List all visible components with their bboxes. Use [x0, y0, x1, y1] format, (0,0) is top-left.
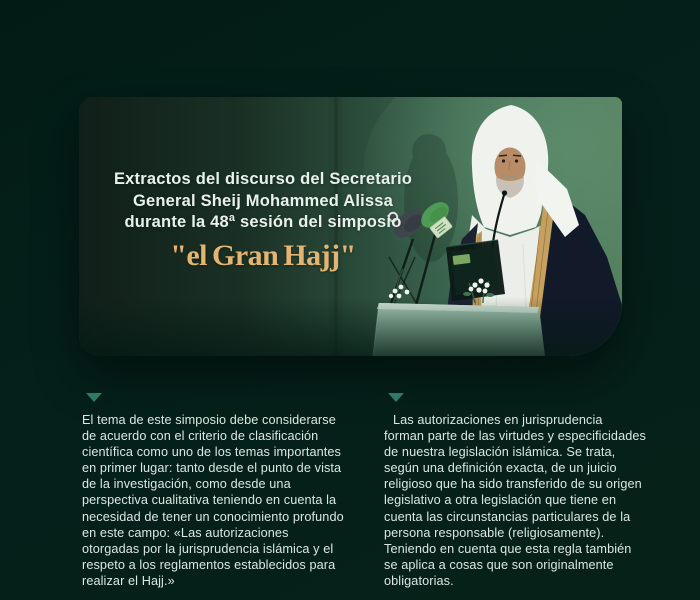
headline-line-1: Extractos del discurso del Secretario: [113, 170, 413, 188]
paragraph-left: El tema de este simposio debe considerarse de acuerdo con el criterio de clasificación científica como uno de los temas importantes en primer lugar: tanto desde el punto de vista de la investigación, como desde una perspectiva cualitativa teniendo en cuenta la necesidad de tener un conocimiento profundo en este campo: «Las autorizaciones otorgadas por la jurisprudencia islámica y el respeto a los reglamentos establecidos para realizar el Hajj.»: [82, 413, 344, 588]
headline-line-3: durante la 48ª sesión del simposio: [124, 213, 402, 231]
column-left: [82, 393, 344, 589]
headline: [89, 169, 437, 234]
column-right: [384, 393, 646, 589]
equipment-box: [446, 240, 505, 301]
paragraph-right: Las autorizaciones en jurisprudencia forman parte de las virtudes y especificidades de nuestra legislación islámica. Se trata, según una definición exacta, de un juicio religioso que ha sido transferido de su origen legislativo a otra legislación que tiene en cuenta las circunstancias particulares de la persona responsable (religiosamente). Teniendo en cuenta que esta regla también se aplica a cosas que son originalmente obligatorias.: [384, 413, 647, 588]
section-marker-icon: [86, 393, 102, 402]
hero-card: [79, 97, 622, 356]
section-marker-icon: [388, 393, 404, 402]
headline-line-2: General Sheij Mohammed Alissa: [132, 191, 394, 210]
quote-title: "el Gran Hajj": [170, 239, 356, 272]
